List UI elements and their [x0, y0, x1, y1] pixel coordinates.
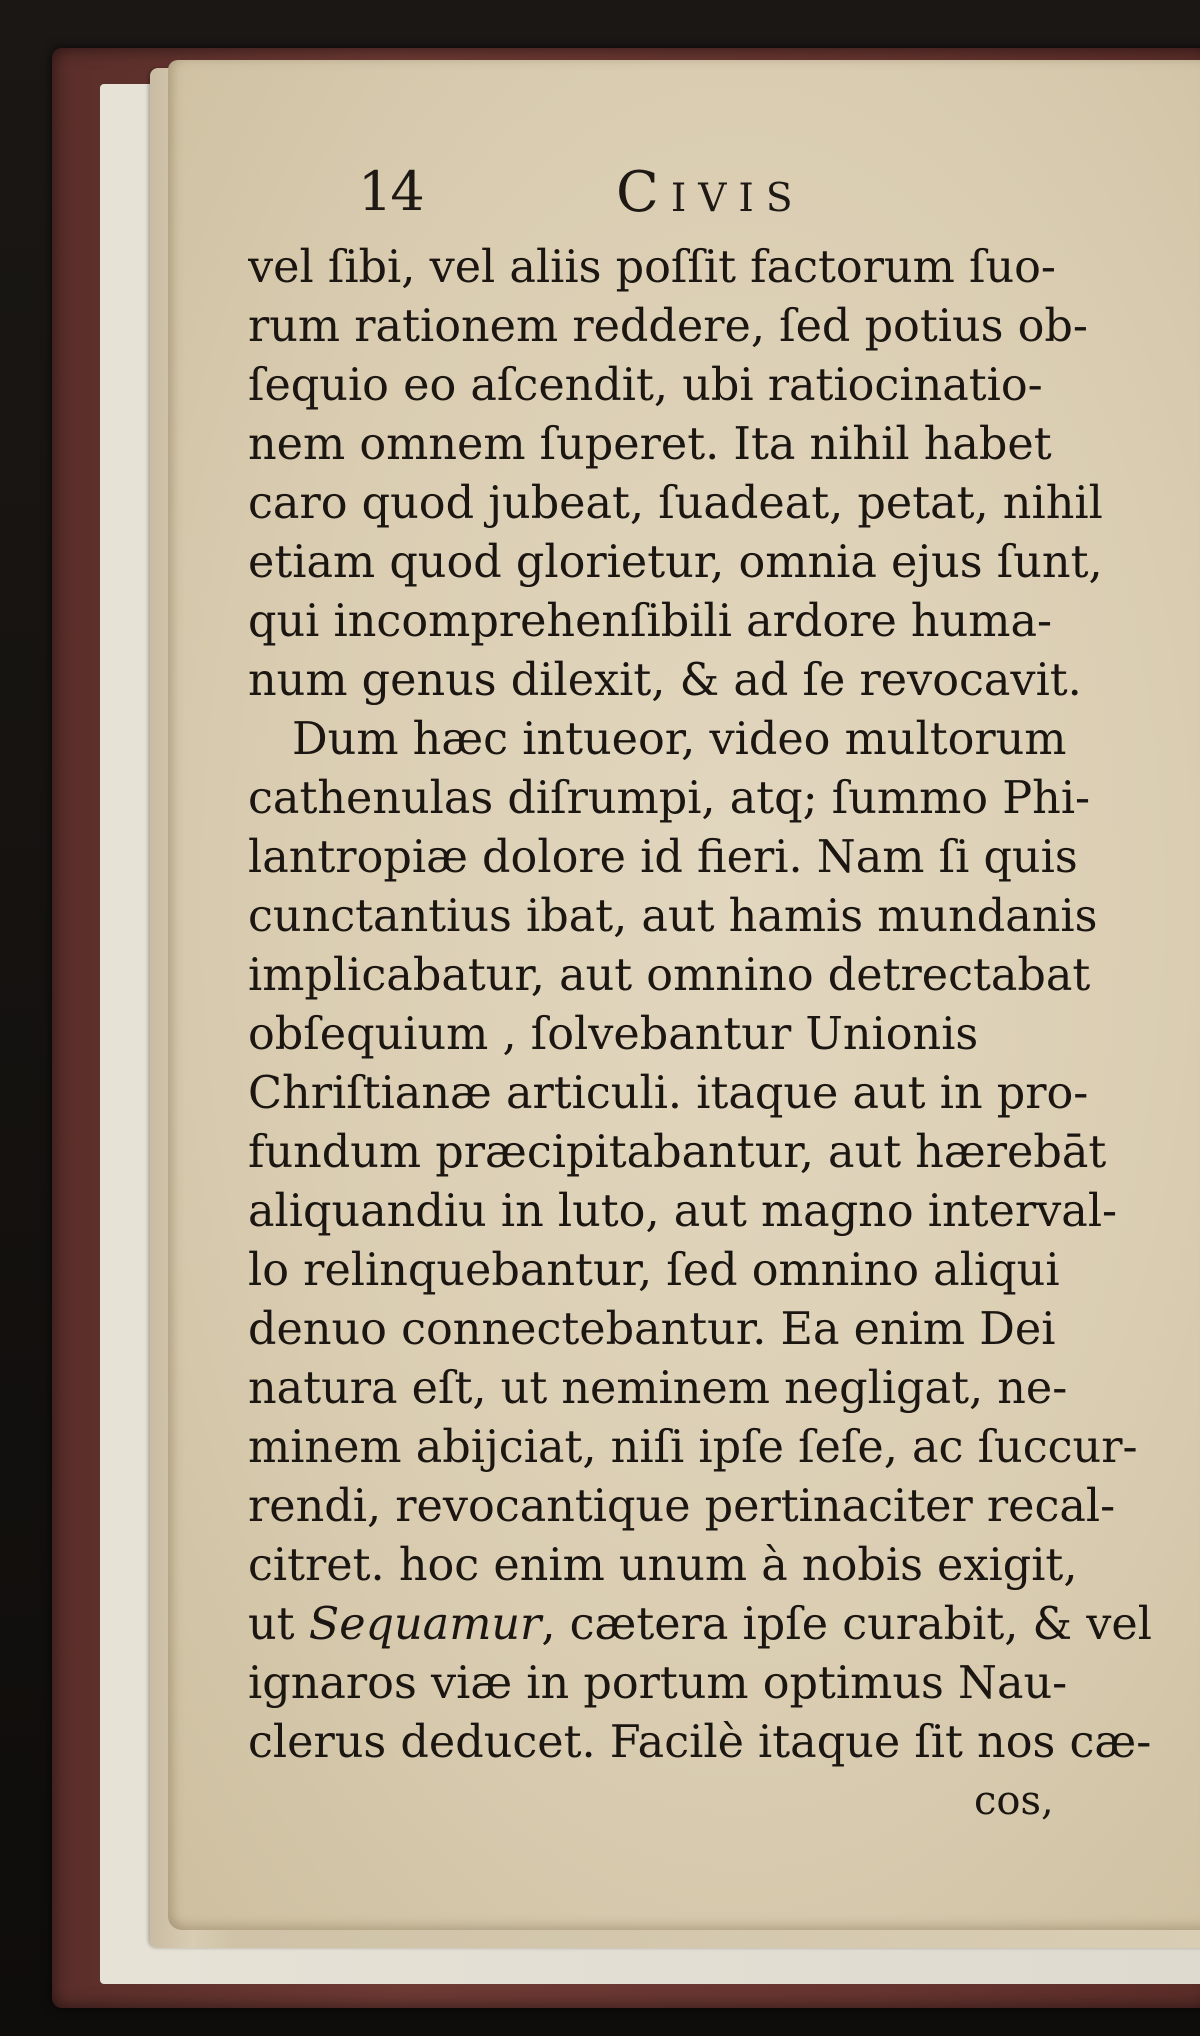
text-line: rendi, revocantique pertinaciter recal- — [248, 1481, 1116, 1532]
text-line: Chriſtianæ articuli. itaque aut in pro- — [248, 1068, 1089, 1119]
italic-word: Sequamur — [308, 1599, 542, 1650]
body-text — [248, 238, 1158, 1772]
text-line-italic-mixed — [248, 1595, 1158, 1654]
text-line: caro quod jubeat, ſuadeat, petat, nihil — [248, 478, 1103, 529]
text-line: etiam quod glorietur, omnia ejus ſunt, — [248, 537, 1103, 588]
running-title: Civis — [616, 160, 805, 225]
text-line: cathenulas diſrumpi, atq; ſummo Phi- — [248, 773, 1091, 824]
text-line: nem omnem ſuperet. Ita nihil habet — [248, 419, 1052, 470]
text-line: citret. hoc enim unum à nobis exigit, — [248, 1540, 1078, 1591]
text-fragment: , cætera ipſe curabit, & vel — [541, 1599, 1152, 1650]
page-number: 14 — [358, 160, 423, 223]
text-line: ignaros viæ in portum optimus Nau- — [248, 1658, 1068, 1709]
text-line: rum rationem reddere, ſed potius ob- — [248, 301, 1088, 352]
text-line: cunctantius ibat, aut hamis mundanis — [248, 891, 1098, 942]
catchword: cos, — [974, 1778, 1054, 1824]
text-line: qui incomprehenſibili ardore huma- — [248, 596, 1053, 647]
text-line: implicabatur, aut omnino detrectabat — [248, 950, 1091, 1001]
text-line: obſequium , ſolvebantur Unionis — [248, 1009, 979, 1060]
text-line: clerus deducet. Facilè itaque ſit nos cæ- — [248, 1717, 1152, 1768]
text-line: lantropiæ dolore id fieri. Nam ſi quis — [248, 832, 1078, 883]
text-line: natura eſt, ut neminem negligat, ne- — [248, 1363, 1068, 1414]
text-line: num genus dilexit, & ad ſe revocavit. — [248, 655, 1082, 706]
book-page — [168, 60, 1200, 1930]
text-line: vel ſibi, vel aliis poſſit factorum ſuo- — [248, 242, 1056, 293]
paragraph-start-line: Dum hæc intueor, video multorum — [292, 714, 1067, 765]
text-line: lo relinquebantur, ſed omnino aliqui — [248, 1245, 1060, 1296]
text-line: denuo connectebantur. Ea enim Dei — [248, 1304, 1056, 1355]
text-line: ſequio eo aſcendit, ubi ratiocinatio- — [248, 360, 1043, 411]
text-line: minem abijciat, niſi ipſe ſeſe, ac ſuccur- — [248, 1422, 1138, 1473]
text-line: fundum præcipitabantur, aut hærebāt — [248, 1127, 1107, 1178]
text-line: aliquandiu in luto, aut magno interval- — [248, 1186, 1118, 1237]
text-fragment: ut — [248, 1599, 309, 1650]
